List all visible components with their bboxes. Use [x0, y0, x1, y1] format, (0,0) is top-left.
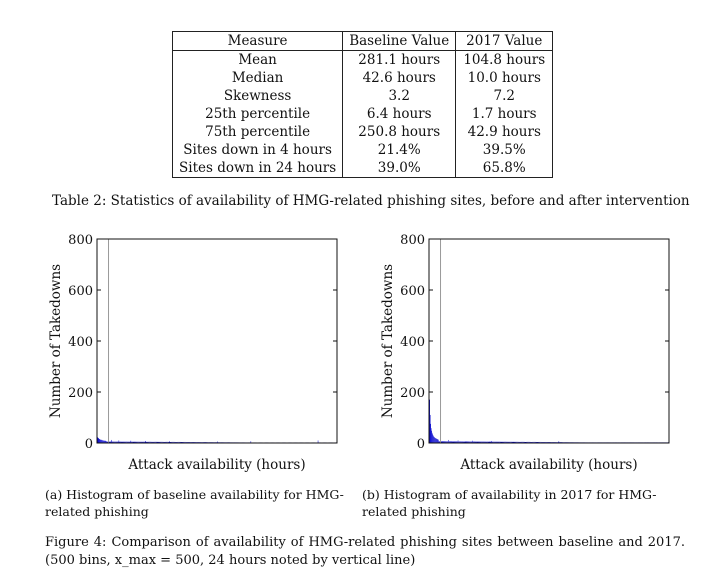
table-cell: 65.8% [482, 160, 526, 176]
y-tick-label: 600 [400, 284, 425, 299]
table-row [173, 51, 553, 70]
plot-frame [97, 239, 337, 443]
table-cell: 6.4 hours [343, 105, 456, 123]
table-cell: 25th percentile [173, 105, 343, 123]
table-row [173, 141, 553, 159]
table-header-measure: Measure [173, 32, 343, 51]
table-row [173, 123, 553, 141]
y-tick-label: 600 [68, 284, 93, 299]
y-axis-label: Number of Takedowns [380, 263, 396, 419]
histogram-bar [430, 424, 431, 443]
histogram-bar [99, 439, 100, 443]
table-cell: 42.6 hours [343, 69, 456, 87]
histogram-bar [434, 437, 435, 443]
table-row [173, 69, 553, 87]
table-cell: 10.0 hours [467, 70, 541, 86]
table-cell: 3.2 [343, 87, 456, 105]
table-cell: Median [173, 69, 343, 87]
table-cell: Mean [173, 51, 343, 70]
table-cell: 250.8 hours [343, 123, 456, 141]
histogram-bar [430, 415, 431, 443]
histogram-bar [436, 438, 437, 443]
table-cell: 42.9 hours [467, 124, 541, 140]
histogram-bar [437, 439, 438, 443]
histogram-bar [100, 439, 101, 443]
histogram-bar [433, 436, 434, 443]
histogram-bar [432, 434, 433, 443]
x-axis-label: Attack availability (hours) [128, 457, 306, 473]
table-cell: 75th percentile [173, 123, 343, 141]
histogram-bar [433, 435, 434, 443]
histogram-bar [98, 438, 99, 443]
table-header-row [173, 32, 553, 51]
table-header-baseline: Baseline Value [343, 32, 456, 51]
table-header-2017: 2017 Value [456, 32, 553, 51]
subfigure-b-caption: (b) Histogram of availability in 2017 for HMG-related phishing [362, 487, 657, 519]
y-axis-label: Number of Takedowns [48, 263, 64, 419]
plot-frame [429, 239, 669, 443]
table-cell: 104.8 hours [463, 52, 546, 68]
y-tick-label: 0 [416, 437, 425, 452]
y-tick-label: 200 [68, 386, 93, 401]
histogram-bar [438, 439, 439, 443]
y-tick-label: 200 [400, 386, 425, 401]
statistics-table [172, 31, 553, 178]
histogram-bar [97, 437, 98, 443]
table-cell: 39.0% [343, 159, 456, 178]
y-tick-label: 400 [400, 335, 425, 350]
table-cell: 39.5% [482, 142, 526, 158]
table-cell: 7.2 [493, 88, 515, 104]
table-cell: 21.4% [343, 141, 456, 159]
histogram-bar [431, 428, 432, 443]
table-cell: 1.7 hours [471, 106, 537, 122]
histogram-bar [436, 439, 437, 443]
table-row [173, 105, 553, 123]
table-cell: Sites down in 24 hours [173, 159, 343, 178]
table-cell: 281.1 hours [343, 51, 456, 70]
y-tick-label: 800 [400, 233, 425, 248]
histogram-bar [432, 433, 433, 443]
table-cell: Skewness [173, 87, 343, 105]
table-row [173, 159, 553, 178]
y-tick-label: 800 [68, 233, 93, 248]
table-caption: Table 2: Statistics of availability of HMG-related phishing sites, before and after intervention [52, 193, 690, 209]
histogram-bar [98, 438, 99, 443]
histogram-bar [437, 439, 438, 443]
y-tick-label: 0 [84, 437, 93, 452]
histogram-bar [434, 437, 435, 443]
table-cell: Sites down in 4 hours [173, 141, 343, 159]
table-row [173, 87, 553, 105]
histogram-bar [429, 400, 430, 443]
subfigure-a-caption: (a) Histogram of baseline availability for HMG-related phishing [45, 487, 344, 519]
y-tick-label: 400 [68, 335, 93, 350]
histogram-bar [431, 431, 432, 443]
x-axis-label: Attack availability (hours) [460, 457, 638, 473]
histogram-bar [435, 438, 436, 443]
figure-caption: Figure 4: Comparison of availability of HMG-related phishing sites between baseline and 2017.(500 bins, x_max = 500, 24 hours noted by vertical line) [45, 535, 685, 568]
histogram-bar [435, 438, 436, 443]
histogram-figure [0, 225, 714, 480]
histogram-bar [99, 439, 100, 443]
